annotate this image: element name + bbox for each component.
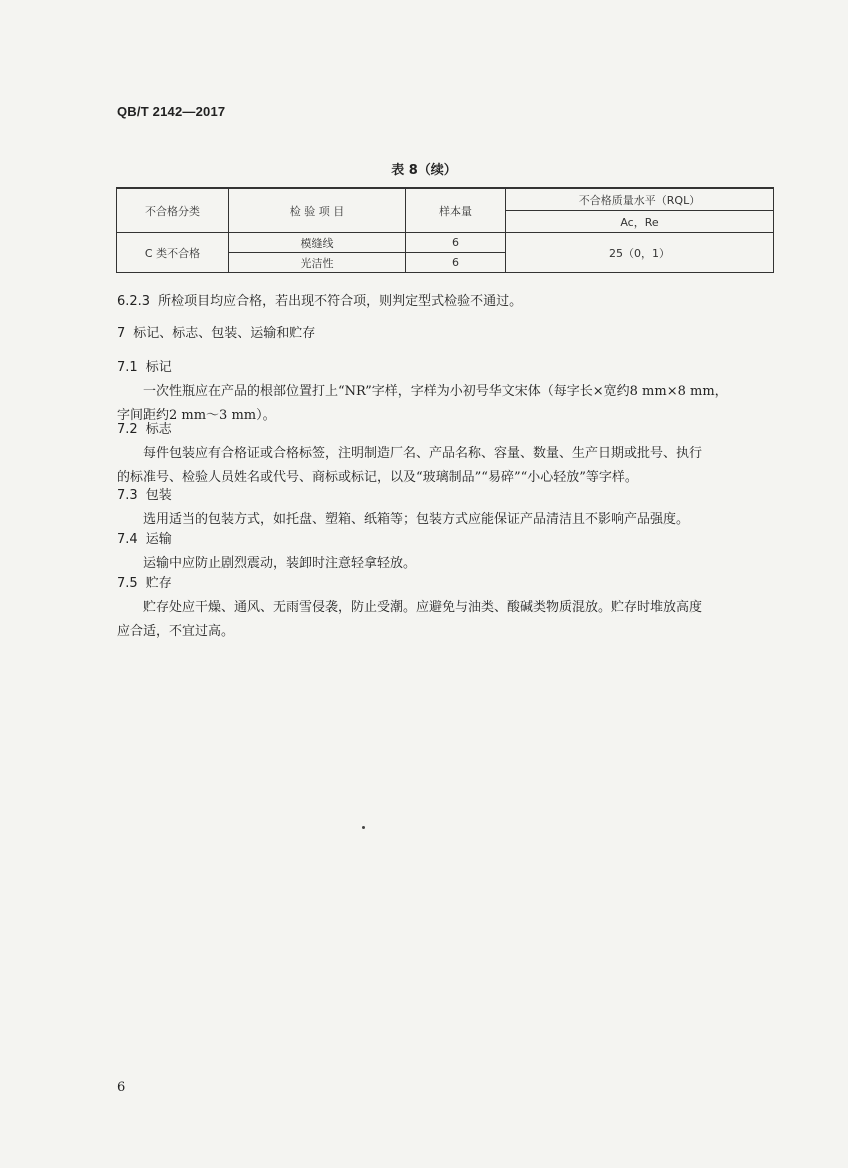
subsection-heading <box>117 356 777 380</box>
standard-code: QB/T 2142—2017 <box>117 104 226 119</box>
cell-category-c: C 类不合格 <box>117 233 229 273</box>
paragraph-line: 每件包装应有合格证或合格标签，注明制造厂名、产品名称、容量、数量、生产日期或批号、执行 <box>143 446 703 461</box>
cell-item: 光洁性 <box>229 253 406 273</box>
section-title: 标记、标志、包装、运输和贮存 <box>133 326 316 341</box>
subsection-heading <box>117 572 777 596</box>
cell-rql-value: 25（0，1） <box>506 233 774 273</box>
subsection-title: 贮存 <box>145 576 172 591</box>
section-7-4 <box>117 528 777 576</box>
table-caption: 表 8（续） <box>391 163 457 178</box>
scan-speck <box>362 826 365 829</box>
table-row <box>117 233 774 253</box>
subsection-number: 7.3 <box>117 488 138 503</box>
header-category: 不合格分类 <box>117 188 229 233</box>
subsection-number: 7.2 <box>117 422 138 437</box>
clause-number: 6.2.3 <box>117 294 151 309</box>
paragraph-line: 贮存处应干燥、通风、无雨雪侵袭，防止受潮。应避免与油类、酸碱类物质混放。贮存时堆放高度 <box>143 600 703 615</box>
cell-item: 模缝线 <box>229 233 406 253</box>
subsection-number: 7.5 <box>117 576 138 591</box>
paragraph-line: 运输中应防止剧烈震动，装卸时注意轻拿轻放。 <box>143 556 417 571</box>
table-header-row <box>117 188 774 211</box>
subsection-heading <box>117 418 777 442</box>
paragraph-line: 应合适，不宜过高。 <box>117 624 235 639</box>
subsection-title: 包装 <box>145 488 172 503</box>
paragraph-line: 的标准号、检验人员姓名或代号、商标或标记，以及“玻璃制品”“易碎”“小心轻放”等字样。 <box>117 470 638 485</box>
subsection-title: 运输 <box>145 532 172 547</box>
clause-6-2-3 <box>117 290 777 314</box>
subsection-title: 标志 <box>145 422 172 437</box>
paragraph-line: 字间距约2 mm～3 mm）。 <box>117 408 276 423</box>
subsection-heading <box>117 484 777 508</box>
section-number: 7 <box>117 326 126 341</box>
header-item: 检 验 项 目 <box>229 188 406 233</box>
page-number: 6 <box>117 1080 126 1095</box>
subsection-number: 7.4 <box>117 532 138 547</box>
header-acre: Ac，Re <box>506 211 774 233</box>
subsection-number: 7.1 <box>117 360 138 375</box>
header-sample: 样本量 <box>406 188 506 233</box>
paragraph-line: 一次性瓶应在产品的根部位置打上“NR”字样，字样为小初号华文宋体（每字长×宽约8 mm×8 mm， <box>143 384 728 399</box>
clause-text: 所检项目均应合格，若出现不符合项，则判定型式检验不通过。 <box>158 294 523 309</box>
header-rql: 不合格质量水平（RQL） <box>506 188 774 211</box>
paragraph-line: 选用适当的包装方式，如托盘、塑箱、纸箱等；包装方式应能保证产品清洁且不影响产品强度。 <box>143 512 690 527</box>
section-7-5 <box>117 572 777 644</box>
section-7-3 <box>117 484 777 532</box>
cell-sample: 6 <box>406 233 506 253</box>
section-7-heading <box>117 322 777 346</box>
subsection-heading <box>117 528 777 552</box>
section-7-2 <box>117 418 777 490</box>
subsection-title: 标记 <box>145 360 172 375</box>
cell-sample: 6 <box>406 253 506 273</box>
inspection-table <box>116 187 774 273</box>
